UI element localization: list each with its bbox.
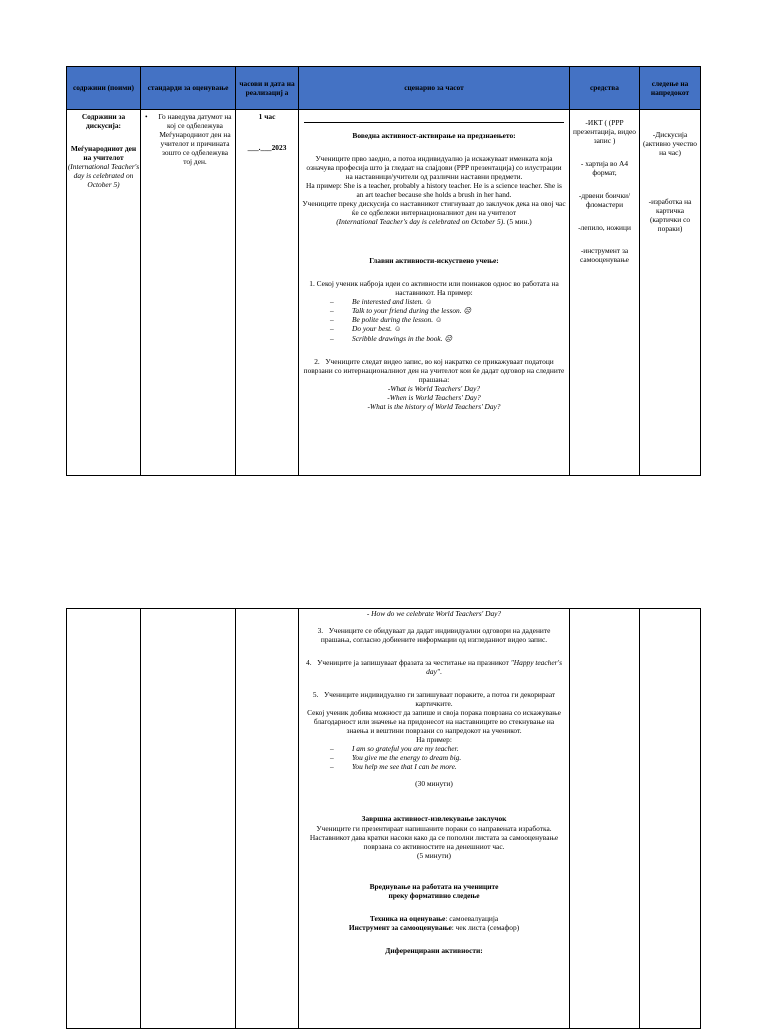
bullet-icon: • bbox=[145, 112, 148, 121]
instrument-line: Инструмент за самооценување: чек листа (семафор) bbox=[348, 922, 520, 932]
question: -What is World Teachers' Day? bbox=[387, 383, 481, 393]
date-text: ___.___2023 bbox=[247, 143, 287, 153]
content-cell-empty bbox=[67, 609, 141, 1029]
final-text: Учениците ги презентираат напишаните пораки со направената изработка. bbox=[316, 823, 552, 833]
item-5-text-2: Секој ученик добива можност да запише и своја порака поврзана со искажување благодарност или значење на придонесот на наставниците во стекнување на знаења и вештини поврзани со напредокот на ученикот. bbox=[307, 708, 561, 736]
list-item: – You help me see that I can be more. bbox=[330, 762, 566, 771]
standards-cell-empty bbox=[141, 609, 236, 1029]
intro-title: Воведна активност-актвирање на предзнаењето: bbox=[352, 131, 516, 140]
content-note: (International Teacher's day is celebrated on October 5) bbox=[67, 162, 140, 190]
intro-text-2: Учениците преку дискусија со наставникот стигнуваат до заклучок дека на овој час ќе се одбележи интернационалниот ден на учителот bbox=[302, 199, 566, 218]
lesson-plan-table-top bbox=[66, 66, 701, 476]
behaviour-list bbox=[302, 297, 566, 342]
eval-title-1: Вреднување на работата на учениците bbox=[369, 881, 499, 891]
means-instrument: -инструмент за самооценување bbox=[580, 246, 629, 265]
header-progress: следење на напредокот bbox=[640, 67, 701, 110]
progress-discussion: -Дискусија (активно учество на час) bbox=[643, 130, 697, 158]
item-3: 3. Учениците се обидуваат да дадат индивидуални одговори на дадените прашања, согласно добиените информации од изгледаниот видео запис. bbox=[317, 626, 551, 645]
differentiated-title: Диференцирани активности: bbox=[385, 945, 483, 955]
means-ict: -ИКТ ( (PPP презентација, видео запис ) bbox=[573, 118, 636, 146]
means-crayons: -дрвени боички/ фломастери bbox=[578, 191, 631, 210]
content-title: Содржини за дискусија: bbox=[81, 112, 126, 131]
list-item: – Talk to your friend during the lesson. ☹ bbox=[330, 306, 566, 315]
content-topic: Меѓународниот ден на учителот bbox=[70, 144, 137, 163]
hours-text: 1 час bbox=[258, 112, 276, 121]
progress-cell bbox=[640, 110, 701, 476]
item-5-example: На пример: bbox=[416, 735, 452, 745]
intro-note-line: (International Teacher's day is celebrated on October 5). (5 мин.) bbox=[336, 217, 532, 227]
list-item: – Be polite during the lesson. ☺ bbox=[330, 315, 566, 324]
header-content: содржини (поими) bbox=[67, 67, 141, 110]
lesson-row bbox=[67, 110, 701, 476]
progress-card: -изработка на картичка (картички со пораки) bbox=[648, 197, 692, 234]
question: - How do we celebrate World Teachers' Day? bbox=[366, 609, 502, 618]
item-5: 5. Учениците индивидуално ги запишуваат пораките, а потоа ги декорираат картичките. bbox=[312, 690, 556, 709]
standard-text: Го наведува датумот на кој се одбележува Меѓународниот ден на учителот и причината зошто се одбележува тој ден. bbox=[158, 112, 232, 167]
list-item: – I am so grateful you are my teacher. bbox=[330, 744, 566, 753]
means-cell bbox=[570, 110, 640, 476]
header-row bbox=[67, 67, 701, 110]
final-title: Завршна активност-извлекување заклучок bbox=[361, 814, 507, 824]
scenario-cell-continued bbox=[299, 609, 570, 1029]
hours-cell-empty bbox=[236, 609, 299, 1029]
means-glue: -лепило, ножици bbox=[578, 223, 631, 233]
item-1: 1. Секој ученик наброја идеи со активности или поинаков однос во работата на наставникот. На пример: bbox=[309, 279, 559, 298]
question: -When is World Teachers' Day? bbox=[387, 392, 481, 402]
means-paper: - хартија во А4 формат, bbox=[580, 159, 629, 178]
header-standards: стандарди за оценување bbox=[141, 67, 236, 110]
eval-title-2: преку формативно следење bbox=[388, 890, 480, 900]
scenario-cell bbox=[299, 110, 570, 476]
means-cell-empty bbox=[570, 609, 640, 1029]
item-2: 2. Учениците следат видео запис, во кој накратко се прикажуваат податоци поврзани со интернационалниот ден на учителот кои ќе дадат одговор на следните прашања: bbox=[303, 356, 565, 384]
hours-cell bbox=[236, 110, 299, 476]
list-item: – Do your best. ☺ bbox=[330, 324, 566, 333]
technique-line: Техника на оценување: самоевалуација bbox=[369, 913, 499, 923]
list-item: – Be interested and listen. ☺ bbox=[330, 297, 566, 306]
list-item: – You give me the energy to dream big. bbox=[330, 753, 566, 762]
header-means: средства bbox=[570, 67, 640, 110]
item-4: 4. Учениците ја запишуваат фразата за честитање на празникот "Happy teacher's day". bbox=[306, 658, 562, 677]
lesson-plan-table-bottom bbox=[66, 608, 701, 1029]
progress-cell-empty bbox=[640, 609, 701, 1029]
standards-cell bbox=[141, 110, 236, 476]
question: -What is the history of World Teachers' Day? bbox=[367, 401, 501, 411]
example-text: На пример: She is a teacher, probably a history teacher. He is a science teacher. She is an art teacher because she holds a brush in her hand. bbox=[306, 181, 562, 200]
list-item: – Scribble drawings in the book. ☹ bbox=[330, 334, 566, 343]
intro-text: Учениците прво заедно, а потоа индивидуално ја искажуваат именката која означува професија што ја гледаат на слајдови (PPP презентација) со илустрации на наставници/учители од различни наставни предмети. bbox=[306, 154, 562, 182]
message-list bbox=[302, 744, 566, 771]
final-text-2: Наставникот дава кратки насоки како да се пополни листата за самооценување поврзана со активностите на денешниот час. bbox=[309, 832, 559, 851]
lesson-row-continued bbox=[67, 609, 701, 1029]
header-hours-date: часови и дата на реализациј а bbox=[236, 67, 299, 110]
main-time: (30 минути) bbox=[415, 779, 453, 789]
content-cell bbox=[67, 110, 141, 476]
header-scenario: сценарио за часот bbox=[299, 67, 570, 110]
main-title: Главни активности-искуствено учење: bbox=[369, 256, 499, 266]
final-time: (5 минути) bbox=[417, 850, 451, 860]
